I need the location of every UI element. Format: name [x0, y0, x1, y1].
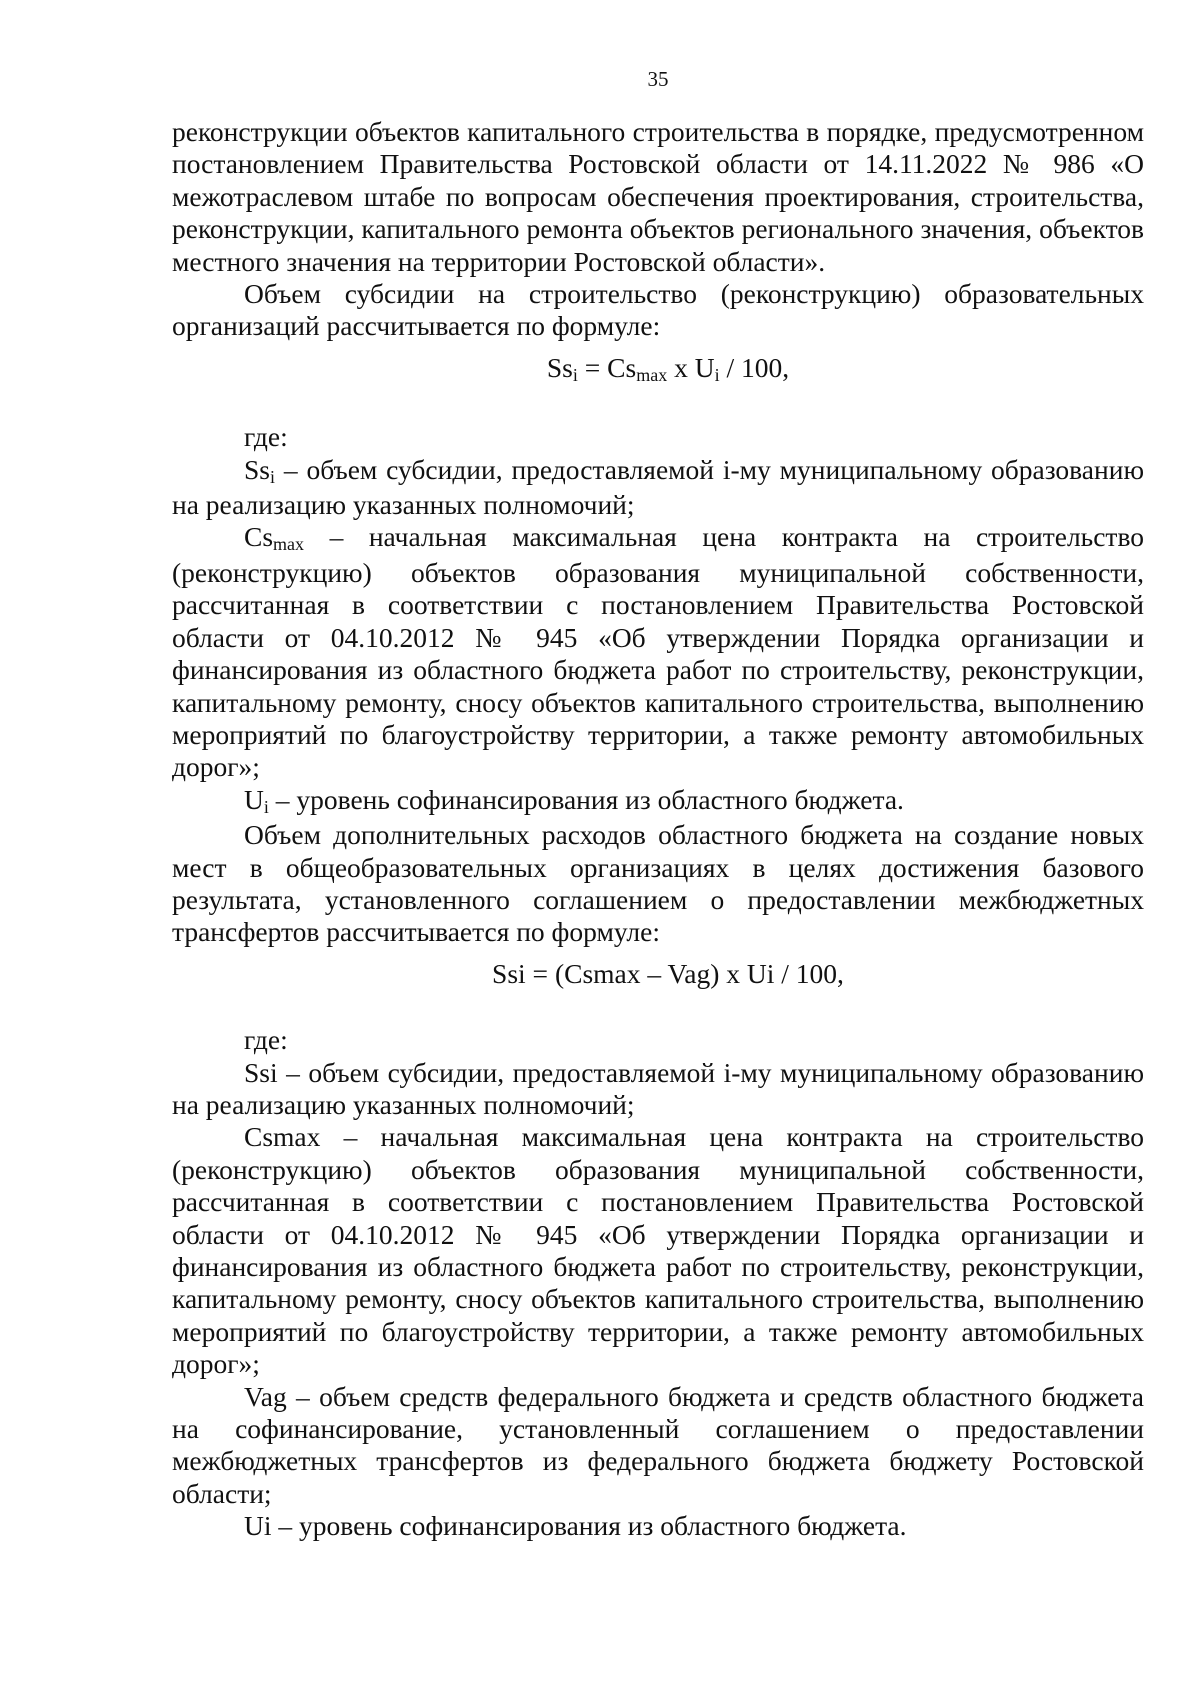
definition-symbol	[244, 454, 275, 485]
paragraph-continuation: реконструкции объектов капитального строительства в порядке, предусмотренном постановлением Правительства Ростовской области от 14.11.2022 № 986 «О межотраслевом штабе по вопросам обеспечения проектирования, строительства, реконструкции, капитального ремонта объектов регионального значения, объектов местного значения на территории Ростовской области».	[172, 116, 1144, 277]
definition-text: – уровень софинансирования из областного бюджета.	[268, 783, 904, 815]
definition-symbol	[244, 784, 269, 815]
symbol-subscript: i	[270, 466, 276, 487]
formula-additional-expenses: Ssi = (Csmax – Vag) x Ui / 100,	[492, 957, 844, 989]
formula-subsidy	[172, 352, 1144, 387]
definition-ss	[172, 454, 1144, 522]
formula-subscript-i: i	[714, 364, 720, 385]
symbol-text: Ss	[244, 453, 270, 485]
definition-ssi: Ssi – объем субсидии, предоставляемой i-му муниципальному образованию на реализацию указанных полномочий;	[172, 1056, 1144, 1120]
formula-equals-cs: = Cs	[577, 351, 637, 383]
formula-times-u: x U	[667, 351, 715, 383]
definition-csmax-2: Csmax – начальная максимальная цена контракта на строительство (реконструкцию) объектов образования муниципальной собственности, рассчитанная в соответствии с постановлением Правительства Ростовской области от 04.10.2012 № 945 «Об утверждении Порядка организации и финансирования из областного бюджета работ по строительству, реконструкции, капитальному ремонту, сносу объектов капитального строительства, выполнению мероприятий по благоустройству территории, а также ремонту автомобильных дорог»;	[172, 1121, 1144, 1380]
paragraph-subsidy-formula-intro: Объем субсидии на строительство (реконструкцию) образовательных организаций рассчитывается по формуле:	[172, 278, 1144, 342]
paragraph-additional-expenses: Объем дополнительных расходов областного бюджета на создание новых мест в общеобразовательных организациях в целях достижения базового результата, установленного соглашением о предоставлении межбюджетных трансфертов рассчитывается по формуле:	[172, 819, 1144, 948]
symbol-subscript: i	[263, 796, 269, 817]
formula-subscript-max: max	[636, 364, 668, 385]
formula-term-ss: Ss	[546, 351, 573, 383]
where-label: где:	[244, 421, 288, 453]
definition-symbol	[244, 521, 305, 555]
symbol-subscript: max	[273, 534, 305, 555]
definition-vag: Vag – объем средств федерального бюджета и средств областного бюджета на софинансирование, установленный соглашением о предоставлении межбюджетных трансфертов из федерального бюджета бюджету Ростовской области;	[172, 1380, 1144, 1509]
symbol-text: Cs	[244, 521, 274, 553]
document-body	[172, 116, 1144, 1543]
definition-u	[172, 784, 1144, 819]
page-number: 35	[647, 67, 669, 91]
definition-text: – начальная максимальная цена контракта на строительство (реконструкцию) объектов образования муниципальной собственности, рассчитанная в соответствии с постановлением Правительства Ростовской области от 04.10.2012 № 945 «Об утверждении Порядка организации и финансирования из областного бюджета работ по строительству, реконструкции, капитальному ремонту, сносу объектов капитального строительства, выполнению мероприятий по благоустройству территории, а также ремонту автомобильных дорог»;	[172, 521, 1144, 783]
definition-text: – объем субсидии, предоставляемой i-му муниципальному образованию на реализацию указанных полномочий;	[172, 453, 1144, 521]
formula-subscript-i: i	[572, 364, 578, 385]
definition-ui: Ui – уровень софинансирования из областного бюджета.	[244, 1510, 907, 1542]
where-label: где:	[244, 1024, 288, 1056]
symbol-text: U	[244, 783, 264, 815]
definition-csmax	[172, 521, 1144, 783]
formula-divide: / 100,	[719, 351, 790, 383]
